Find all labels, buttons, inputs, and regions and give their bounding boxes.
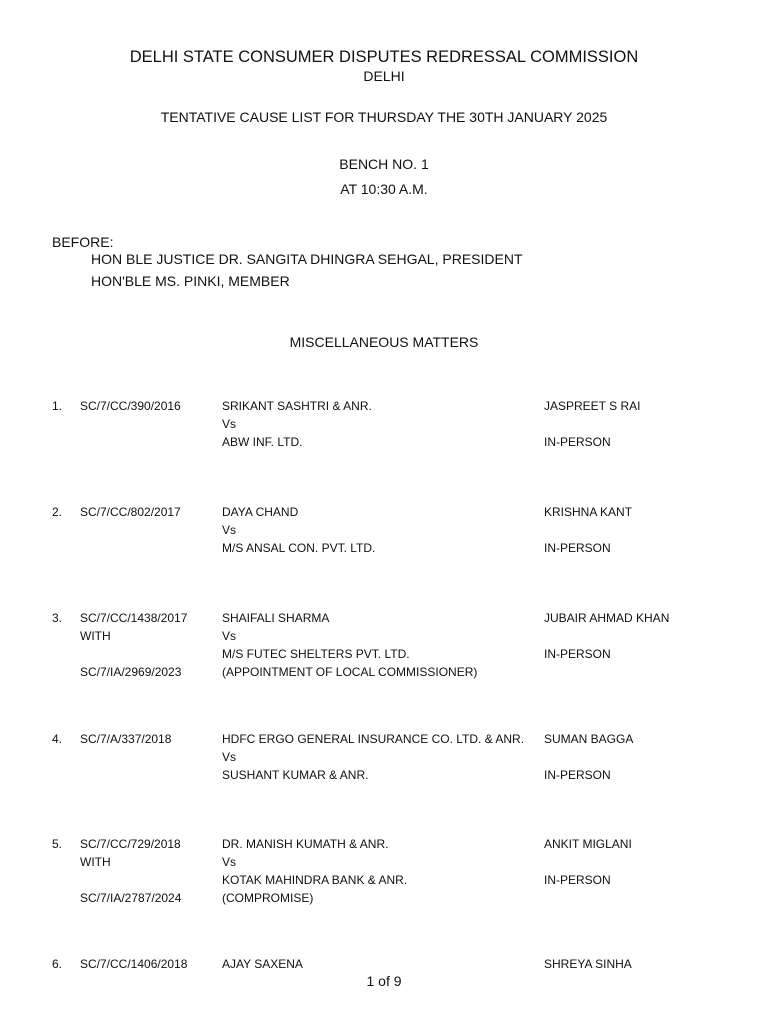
respondent-advocate: IN-PERSON bbox=[544, 435, 611, 449]
petitioner-name: SRIKANT SASHTRI & ANR. bbox=[222, 399, 372, 413]
petitioner-advocate: JASPREET S RAI bbox=[544, 399, 641, 413]
petitioner-name: DR. MANISH KUMATH & ANR. bbox=[222, 837, 389, 851]
petitioner-advocate: SUMAN BAGGA bbox=[544, 732, 634, 746]
before-label: BEFORE: bbox=[52, 234, 114, 250]
case-serial: 3. bbox=[52, 611, 63, 625]
case-number: SC/7/CC/802/2017 bbox=[80, 505, 181, 519]
versus-label: Vs bbox=[222, 417, 237, 431]
commission-city: DELHI bbox=[363, 68, 405, 84]
respondent-name: M/S FUTEC SHELTERS PVT. LTD. bbox=[222, 647, 410, 661]
linked-case-number: SC/7/IA/2969/2023 bbox=[80, 665, 182, 679]
respondent-name: KOTAK MAHINDRA BANK & ANR. bbox=[222, 873, 408, 887]
linked-case-number: SC/7/IA/2787/2024 bbox=[80, 891, 182, 905]
petitioner-name: AJAY SAXENA bbox=[222, 957, 303, 971]
respondent-advocate: IN-PERSON bbox=[544, 768, 611, 782]
petitioner-advocate: ANKIT MIGLANI bbox=[544, 837, 632, 851]
case-serial: 4. bbox=[52, 732, 63, 746]
cause-list-title: TENTATIVE CAUSE LIST FOR THURSDAY THE 30TH JANUARY 2025 bbox=[160, 109, 608, 125]
case-serial: 6. bbox=[52, 957, 63, 971]
petitioner-advocate: SHREYA SINHA bbox=[544, 957, 632, 971]
versus-label: Vs bbox=[222, 523, 237, 537]
application-note: (APPOINTMENT OF LOCAL COMMISSIONER) bbox=[222, 665, 478, 679]
case-serial: 5. bbox=[52, 837, 63, 851]
section-title: MISCELLANEOUS MATTERS bbox=[289, 334, 479, 350]
petitioner-name: SHAIFALI SHARMA bbox=[222, 611, 330, 625]
case-serial: 1. bbox=[52, 399, 63, 413]
case-entry bbox=[0, 611, 768, 691]
judge-member: HON'BLE MS. PINKI, MEMBER bbox=[91, 273, 290, 289]
case-entry bbox=[0, 399, 768, 479]
with-label: WITH bbox=[80, 629, 111, 643]
versus-label: Vs bbox=[222, 629, 237, 643]
case-number: SC/7/CC/1438/2017 bbox=[80, 611, 188, 625]
case-serial: 2. bbox=[52, 505, 63, 519]
case-number: SC/7/CC/1406/2018 bbox=[80, 957, 188, 971]
respondent-name: SUSHANT KUMAR & ANR. bbox=[222, 768, 369, 782]
case-number: SC/7/CC/390/2016 bbox=[80, 399, 181, 413]
versus-label: Vs bbox=[222, 750, 237, 764]
case-entry bbox=[0, 505, 768, 585]
respondent-advocate: IN-PERSON bbox=[544, 647, 611, 661]
respondent-name: M/S ANSAL CON. PVT. LTD. bbox=[222, 541, 376, 555]
respondent-advocate: IN-PERSON bbox=[544, 541, 611, 555]
petitioner-advocate: KRISHNA KANT bbox=[544, 505, 633, 519]
page-number: 1 of 9 bbox=[366, 973, 402, 989]
judge-president: HON BLE JUSTICE DR. SANGITA DHINGRA SEHGAL, PRESIDENT bbox=[91, 251, 523, 267]
with-label: WITH bbox=[80, 855, 111, 869]
petitioner-name: HDFC ERGO GENERAL INSURANCE CO. LTD. & ANR. bbox=[222, 732, 525, 746]
petitioner-name: DAYA CHAND bbox=[222, 505, 299, 519]
hearing-time: AT 10:30 A.M. bbox=[340, 181, 428, 197]
bench-number: BENCH NO. 1 bbox=[339, 156, 429, 172]
application-note: (COMPROMISE) bbox=[222, 891, 314, 905]
case-number: SC/7/A/337/2018 bbox=[80, 732, 172, 746]
versus-label: Vs bbox=[222, 855, 237, 869]
commission-title: DELHI STATE CONSUMER DISPUTES REDRESSAL COMMISSION bbox=[129, 48, 639, 66]
respondent-advocate: IN-PERSON bbox=[544, 873, 611, 887]
petitioner-advocate: JUBAIR AHMAD KHAN bbox=[544, 611, 670, 625]
case-entry bbox=[0, 732, 768, 812]
case-number: SC/7/CC/729/2018 bbox=[80, 837, 181, 851]
case-entry bbox=[0, 837, 768, 917]
respondent-name: ABW INF. LTD. bbox=[222, 435, 303, 449]
